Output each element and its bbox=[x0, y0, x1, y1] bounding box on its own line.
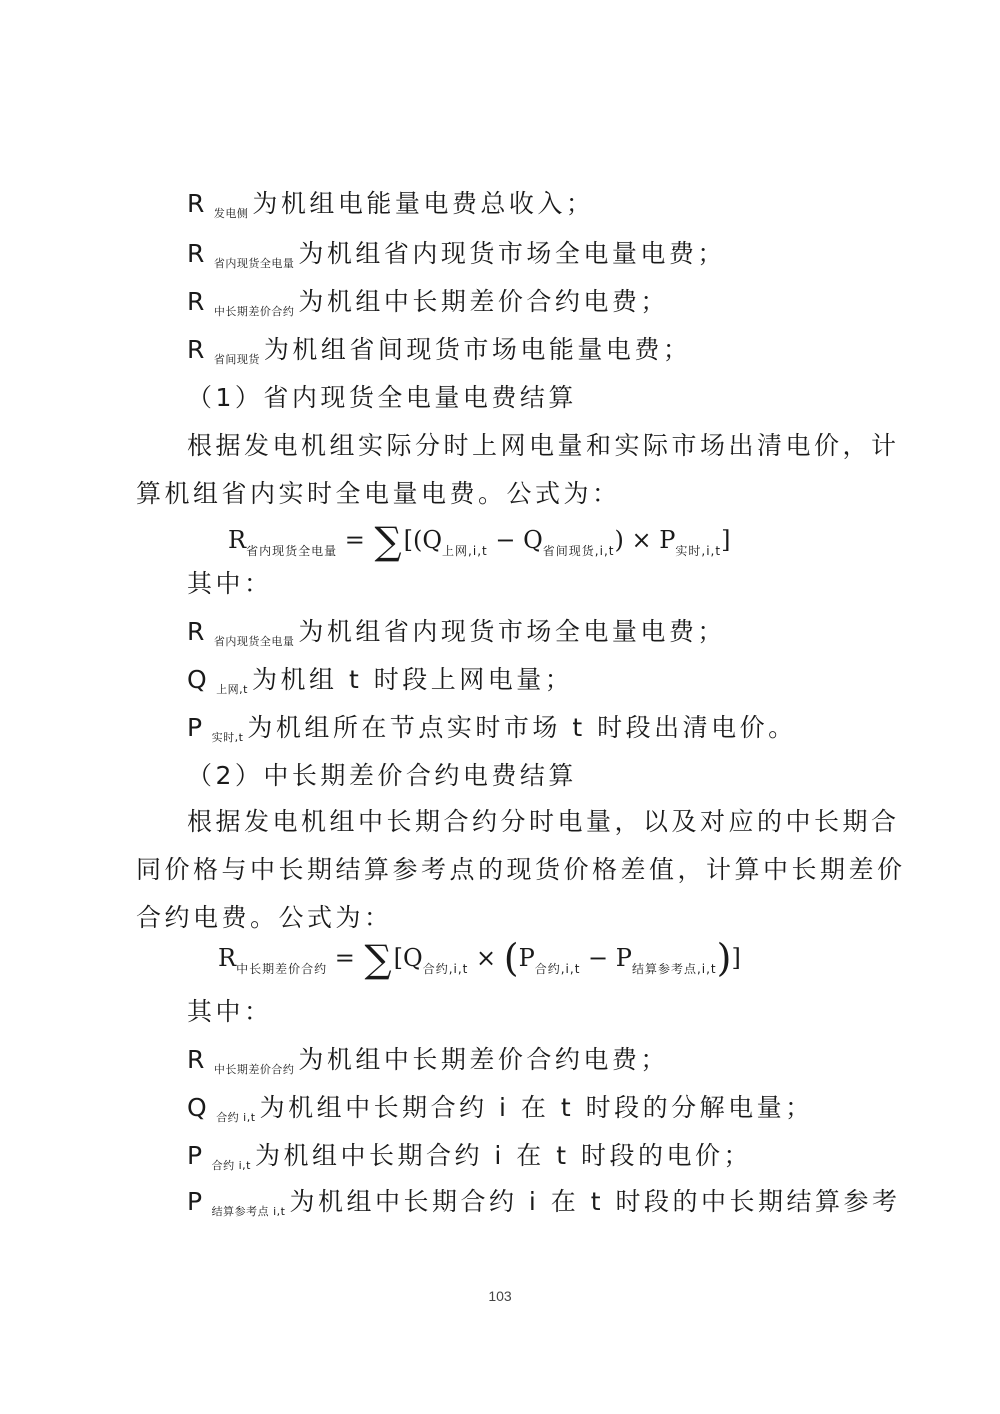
section2-paragraph-line3: 合约电费。公式为： bbox=[136, 903, 393, 932]
symbol: Q bbox=[187, 1093, 211, 1122]
formula-bracket: ] bbox=[721, 526, 731, 554]
symbol: P bbox=[187, 713, 206, 742]
definition-text: 为机组省内现货市场全电量电费； bbox=[298, 617, 726, 646]
section1-paragraph-line1: 根据发电机组实际分时上网电量和实际市场出清电价，计 bbox=[187, 431, 900, 460]
formula-bracket: [( bbox=[403, 526, 423, 554]
subscript: 省内现货全电量 bbox=[213, 257, 295, 270]
formula-bracket: ( bbox=[503, 936, 519, 980]
sum-symbol: ∑ bbox=[374, 519, 402, 563]
formula-subscript: 中长期差价合约 bbox=[236, 962, 328, 976]
section1-heading: （1）省内现货全电量电费结算 bbox=[187, 383, 577, 412]
definition-text: 为机组中长期合约 i 在 t 时段的电价； bbox=[254, 1141, 752, 1170]
subscript: 合约 i,t bbox=[211, 1159, 251, 1172]
section1-paragraph-line2: 算机组省内实时全电量电费。公式为： bbox=[136, 479, 621, 508]
symbol: R bbox=[187, 189, 208, 218]
formula-symbol: P bbox=[659, 526, 676, 554]
subscript: 省内现货全电量 bbox=[213, 635, 295, 648]
symbol: R bbox=[187, 1045, 208, 1074]
section2-definition-p-reference bbox=[187, 1184, 901, 1230]
subscript: 省间现货 bbox=[213, 353, 260, 366]
subscript: 上网,t bbox=[216, 683, 248, 696]
definition-text: 为机组电能量电费总收入； bbox=[252, 189, 595, 218]
definition-text: 为机组中长期合约 i 在 t 时段的分解电量； bbox=[259, 1093, 814, 1122]
formula-symbol: Q bbox=[403, 944, 423, 972]
section2-heading: （2）中长期差价合约电费结算 bbox=[187, 761, 577, 790]
formula-subscript: 上网,i,t bbox=[442, 544, 488, 558]
symbol: R bbox=[187, 617, 208, 646]
section2-paragraph-line2: 同价格与中长期结算参考点的现货价格差值，计算中长期差价 bbox=[136, 855, 906, 884]
formula-symbol: R bbox=[228, 526, 247, 554]
formula-bracket: ) bbox=[614, 526, 624, 554]
definition-text: 为机组中长期差价合约电费； bbox=[298, 1045, 669, 1074]
subscript: 结算参考点 i,t bbox=[211, 1205, 286, 1218]
formula-provincial-spot bbox=[228, 520, 730, 571]
section2-definition-r bbox=[187, 1042, 669, 1088]
subscript: 中长期差价合约 bbox=[213, 1063, 295, 1076]
definition-text: 为机组中长期差价合约电费； bbox=[298, 287, 669, 316]
formula-operator: − bbox=[588, 944, 609, 972]
subscript: 合约 i,t bbox=[216, 1111, 256, 1124]
formula-subscript: 省间现货,i,t bbox=[542, 544, 615, 558]
formula-symbol: P bbox=[518, 944, 535, 972]
section1-definition-r bbox=[187, 614, 726, 660]
definition-text: 为机组所在节点实时市场 t 时段出清电价。 bbox=[247, 713, 797, 742]
definition-text: 为机组 t 时段上网电量； bbox=[252, 665, 574, 694]
definition-text: 为机组省内现货市场全电量电费； bbox=[298, 239, 726, 268]
subscript: 中长期差价合约 bbox=[213, 305, 295, 318]
subscript: 发电侧 bbox=[213, 207, 249, 220]
section1-definition-p bbox=[187, 710, 797, 756]
sum-symbol: ∑ bbox=[364, 937, 392, 981]
formula-symbol: P bbox=[615, 944, 632, 972]
formula-subscript: 结算参考点,i,t bbox=[631, 962, 717, 976]
formula-operator: − bbox=[495, 526, 516, 554]
section2-definition-q bbox=[187, 1090, 814, 1136]
symbol: Q bbox=[187, 665, 211, 694]
formula-symbol: R bbox=[218, 944, 237, 972]
formula-bracket: ] bbox=[731, 944, 741, 972]
formula-subscript: 合约,i,t bbox=[534, 962, 581, 976]
formula-subscript: 实时,i,t bbox=[675, 544, 722, 558]
formula-subscript: 合约,i,t bbox=[422, 962, 469, 976]
formula-operator: = bbox=[344, 526, 365, 554]
section2-definition-p-contract bbox=[187, 1138, 752, 1184]
definition-text: 为机组中长期合约 i 在 t 时段的中长期结算参考 bbox=[289, 1187, 901, 1216]
section1-where: 其中： bbox=[187, 569, 273, 598]
symbol: R bbox=[187, 239, 208, 268]
symbol: P bbox=[187, 1141, 206, 1170]
symbol: R bbox=[187, 335, 208, 364]
formula-subscript: 省内现货全电量 bbox=[246, 544, 338, 558]
symbol: P bbox=[187, 1187, 206, 1216]
symbol: R bbox=[187, 287, 208, 316]
section2-paragraph-line1: 根据发电机组中长期合约分时电量，以及对应的中长期合 bbox=[187, 807, 900, 836]
definition-r-interprovincial bbox=[187, 332, 691, 378]
formula-contract bbox=[218, 938, 741, 989]
formula-symbol: Q bbox=[422, 526, 443, 554]
formula-operator: × bbox=[476, 944, 497, 972]
formula-operator: × bbox=[631, 526, 652, 554]
definition-r-provincial-spot bbox=[187, 236, 726, 282]
page-number: 103 bbox=[488, 1288, 512, 1304]
formula-symbol: Q bbox=[523, 526, 543, 554]
section2-where: 其中： bbox=[187, 997, 273, 1026]
section1-definition-q bbox=[187, 662, 573, 708]
formula-bracket: ) bbox=[716, 936, 732, 980]
definition-r-contract bbox=[187, 284, 669, 330]
definition-r-generation bbox=[187, 186, 594, 232]
subscript: 实时,t bbox=[211, 731, 244, 744]
formula-bracket: [ bbox=[393, 944, 403, 972]
formula-operator: = bbox=[334, 944, 355, 972]
definition-text: 为机组省间现货市场电能量电费； bbox=[263, 335, 692, 364]
